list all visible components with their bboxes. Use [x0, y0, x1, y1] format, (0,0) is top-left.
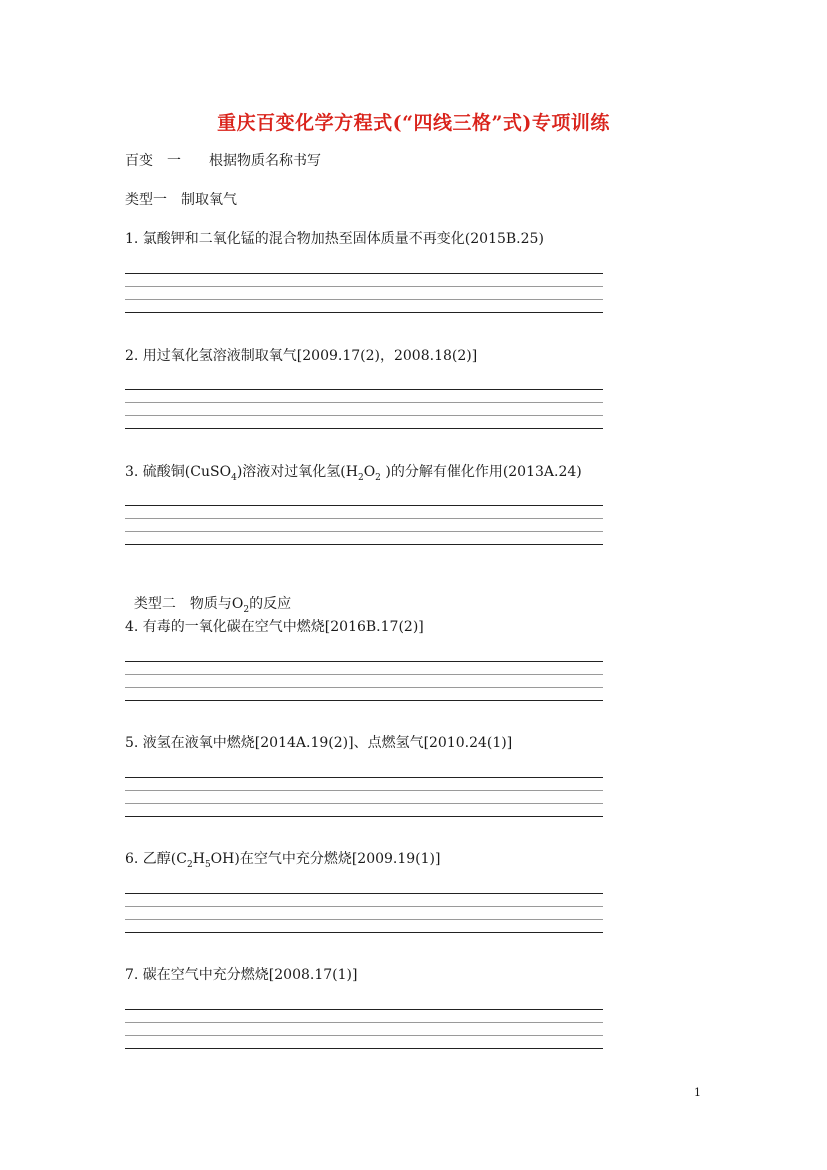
page-number: 1 — [694, 1086, 701, 1099]
answer-line — [125, 312, 603, 313]
answer-lines-3[interactable] — [125, 505, 603, 545]
answer-line — [125, 790, 603, 791]
answer-line — [125, 428, 603, 429]
answer-lines-6[interactable] — [125, 893, 603, 933]
answer-lines-1[interactable] — [125, 273, 603, 313]
answer-line — [125, 919, 603, 920]
answer-lines-2[interactable] — [125, 389, 603, 429]
answer-line — [125, 803, 603, 804]
answer-line — [125, 389, 603, 390]
answer-line — [125, 286, 603, 287]
answer-line — [125, 674, 603, 675]
question-3: 3. 硫酸铜(CuSO$_4$)溶液对过氧化氢($H_2O_2$ )的分解有催化作用(2013A.24) — [125, 464, 582, 483]
answer-line — [125, 299, 603, 300]
answer-line — [125, 687, 603, 688]
answer-lines-7[interactable] — [125, 1009, 603, 1049]
answer-line — [125, 893, 603, 894]
question-5: 5. 液氢在液氧中燃烧[2014A.19(2)]、点燃氢气[2010.24(1)] — [125, 735, 513, 751]
answer-line — [125, 1048, 603, 1049]
question-4: 4. 有毒的一氧化碳在空气中燃烧[2016B.17(2)] — [125, 619, 424, 635]
answer-lines-5[interactable] — [125, 777, 603, 817]
answer-line — [125, 816, 603, 817]
answer-line — [125, 518, 603, 519]
answer-line — [125, 932, 603, 933]
question-7: 7. 碳在空气中充分燃烧[2008.17(1)] — [125, 967, 358, 983]
type-two-heading: 类型二 物质与$O_2$的反应 — [133, 596, 292, 615]
answer-line — [125, 415, 603, 416]
answer-line — [125, 544, 603, 545]
answer-lines-4[interactable] — [125, 661, 603, 701]
answer-line — [125, 906, 603, 907]
answer-line — [125, 661, 603, 662]
answer-line — [125, 402, 603, 403]
answer-line — [125, 1009, 603, 1010]
question-2: 2. 用过氧化氢溶液制取氧气[2009.17(2)，2008.18(2)] — [125, 348, 478, 364]
answer-line — [125, 531, 603, 532]
answer-line — [125, 273, 603, 274]
answer-line — [125, 505, 603, 506]
page-title: 重庆百变化学方程式(“四线三格”式)专项训练 — [217, 112, 610, 134]
answer-line — [125, 700, 603, 701]
answer-line — [125, 777, 603, 778]
question-6: 6. 乙醇$(C_2H_5OH)$在空气中充分燃烧[2009.19(1)] — [125, 851, 441, 870]
section-heading: 百变 一 根据物质名称书写 — [125, 153, 321, 169]
answer-line — [125, 1022, 603, 1023]
question-1: 1. 氯酸钾和二氧化锰的混合物加热至固体质量不再变化(2015B.25) — [125, 231, 544, 247]
type-one-heading: 类型一 制取氧气 — [125, 192, 237, 208]
answer-line — [125, 1035, 603, 1036]
